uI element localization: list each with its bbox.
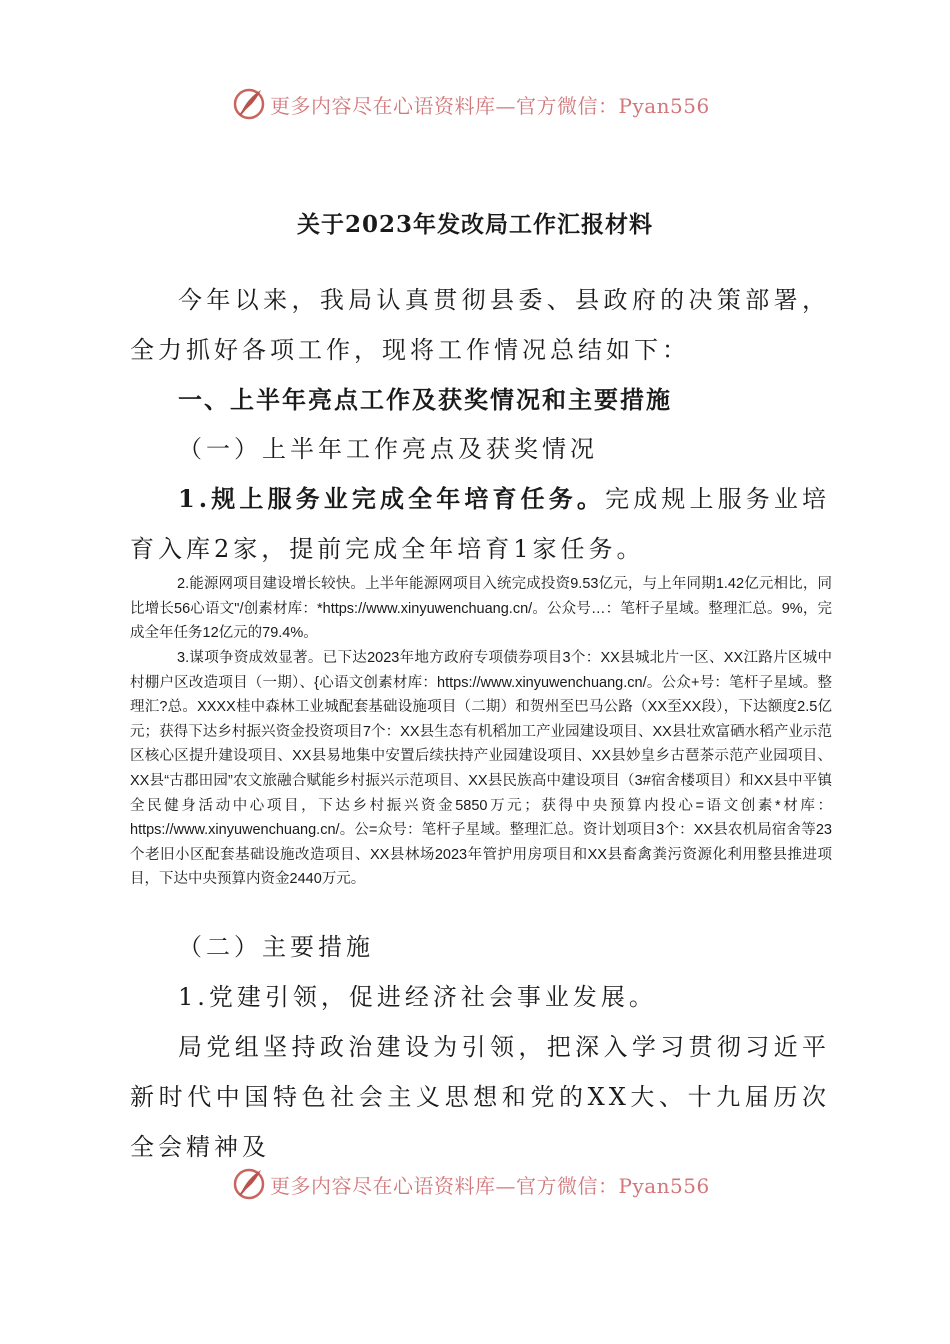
- item-1-text: 完成规上服务业培育入库2家，提前完成全年培育1家任务。: [130, 485, 830, 563]
- item-2-paragraph: 2.能源网项目建设增长较快。上半年能源网项目入统完成投资9.53亿元，与上年同期1.42亿元相比，同比增长56心语文"/创素材库：*https://www.xinyuwenchuang.cn/。公众号…：笔杆子星域。整理汇总。9%，完成全年任务12亿元的79.4%。: [130, 576, 832, 642]
- watermark-banner-bottom: [0, 1164, 950, 1204]
- measure-1-paragraph: 局党组坚持政治建设为引领，把深入学习贯彻习近平新时代中国特色社会主义思想和党的XX大、十九届历次全会精神及: [130, 1033, 830, 1161]
- subsection-heading-2: （二）主要措施: [178, 933, 374, 961]
- section-heading-1: 一、上半年亮点工作及获奖情况和主要措施: [178, 385, 672, 414]
- document-title: 关于2023年发改局工作汇报材料: [296, 211, 653, 238]
- watermark-banner-top: [0, 84, 950, 124]
- item-3-paragraph: 3.谋项争资成效显著。已下达2023年地方政府专项债券项目3个：XX县城北片一区、XX江路片区城中村棚户区改造项目（一期）、{心语文创素材库：https://www.xinyuwenchuang.cn/。公众+号：笔杆子星域。整理汇?总。XXXX桂中森林工业城配套基础设施项目（二期）和贺州至巴马公路（XX至XX段），下达额度2.5亿元；获得下达乡村振兴资金投资项目7个：XX县生态有机稻加工产业园建设项目、XX县壮欢富硒水稻产业示范区核心区提升建设项目、XX县易地集中安置后续扶持产业园建设项目、XX县妙皇乡古琶茶示范产业园项目、XX县“古郡田园”农文旅融合赋能乡村振兴示范项目、XX县民族高中建设项目（3#宿舍楼项目）和XX县中平镇全民健身活动中心项目，下达乡村振兴资金5850万元；获得中央预算内投心=语文创素*材库：https://www.xinyuwenchuang.cn/。公=众号：笔杆子星域。整理汇总。资计划项目3个：XX县农机局宿舍等23个老旧小区配套基础设施改造项目、XX县林场2023年管护用房项目和XX县畜禽粪污资源化利用整县推进项目，下达中央预算内资金2440万元。: [130, 650, 832, 888]
- quill-in-circle-icon: [231, 1166, 267, 1202]
- item-1-lead: 1.规上服务业完成全年培育任务。: [178, 484, 606, 513]
- watermark-text: 更多内容尽在心语资料库—官方微信：Pyan556: [270, 1174, 710, 1198]
- watermark-text: 更多内容尽在心语资料库—官方微信：Pyan556: [270, 94, 710, 118]
- measure-1-heading: 1.党建引领，促进经济社会事业发展。: [178, 983, 657, 1011]
- item-1-paragraph: [130, 474, 830, 574]
- subsection-heading-1: （一）上半年工作亮点及获奖情况: [178, 435, 598, 463]
- quill-in-circle-icon: [231, 86, 267, 122]
- intro-paragraph: 今年以来，我局认真贯彻县委、县政府的决策部署，全力抓好各项工作，现将工作情况总结如下：: [130, 286, 830, 364]
